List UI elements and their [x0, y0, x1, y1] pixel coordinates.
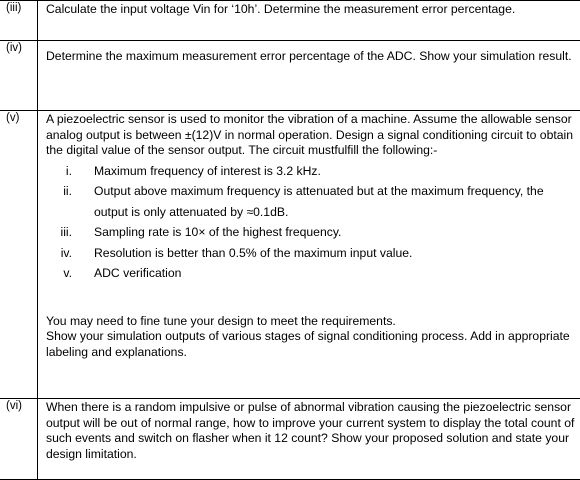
question-text: [46, 111, 576, 360]
question-intro: A piezoelectric sensor is used to monitor the vibration of a machine. Assume the allowable sensor analog output is between ±(12)V in normal operation. Design a signal conditioning circuit to obtain the digital value of the sensor output. The circuit mustfulfill the following:-: [46, 112, 574, 157]
requirements-list: [46, 161, 576, 284]
question-row-vi: [0, 398, 580, 480]
list-item-text: Resolution is better than 0.5% of the maximum input value.: [94, 245, 413, 260]
list-item: [46, 161, 576, 182]
question-text: [46, 1, 576, 18]
list-item: [46, 222, 576, 243]
list-marker: v.: [63, 266, 72, 280]
question-text-vi: When there is a random impulsive or pulse of abnormal vibration causing the piezoelectric sensor output will be out of normal range, how to improve your current system to display the total count of such events and switch on flasher when it 12 count? Show your proposed solution and state your design limitation.: [46, 400, 575, 461]
question-text: [46, 48, 576, 65]
question-outro-2: Show your simulation outputs of various stages of signal conditioning process. Add in appropriate labeling and explanations.: [46, 329, 570, 359]
question-text-iii: Calculate the input voltage Vin for ‘10h’. Determine the measurement error percentage.: [46, 2, 516, 16]
list-marker: ii.: [63, 184, 72, 198]
list-item-text: Maximum frequency of interest is 3.2 kHz.: [94, 163, 321, 178]
question-row-iv: [0, 40, 580, 110]
question-number: (v): [0, 111, 38, 398]
question-outro-1: You may need to fine tune your design to meet the requirements.: [46, 313, 396, 328]
list-item-text: Output above maximum frequency is attenuated but at the maximum frequency, the output is only attenuated by ≈0.1dB.: [94, 184, 544, 219]
question-text-iv: Determine the maximum measurement error percentage of the ADC. Show your simulation result.: [46, 49, 572, 63]
question-row-iii: [0, 0, 580, 40]
list-item: [46, 181, 576, 222]
list-item: [46, 263, 576, 284]
list-item-text: ADC verification: [94, 266, 182, 280]
question-text: [46, 399, 576, 462]
list-marker: iv.: [60, 245, 72, 260]
list-item: [46, 243, 576, 264]
question-number: (vi): [0, 399, 38, 479]
list-marker: iii.: [60, 225, 72, 239]
list-item-text: Sampling rate is 10× of the highest frequency.: [94, 225, 342, 239]
question-row-v: [0, 110, 580, 398]
question-number: (iii): [0, 1, 38, 40]
list-marker: i.: [65, 163, 72, 178]
question-number: (iv): [0, 41, 38, 110]
